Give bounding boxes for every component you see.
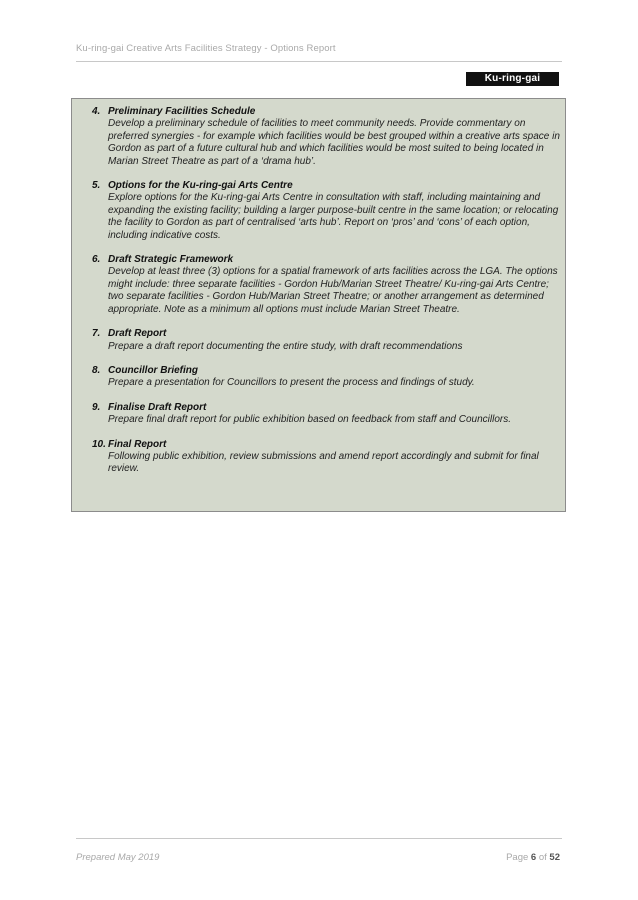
page-number <box>506 852 560 863</box>
item-title: Options for the Ku-ring-gai Arts Centre <box>108 180 293 192</box>
list-item <box>92 254 562 316</box>
item-number: 10. <box>92 438 106 450</box>
item-description: Develop a preliminary schedule of facilities to meet community needs. Provide commentary on preferred synergies - for example which facilities would be best grouped within a creative arts space in Gordon as part of a future cultural hub and which facilities would be most suited to being located in Marian Street Theatre as part of a ‘drama hub’. <box>108 118 560 167</box>
item-description: Prepare a presentation for Councillors to present the process and findings of study. <box>108 377 475 389</box>
item-number: 4. <box>92 106 101 117</box>
list-item <box>92 328 562 353</box>
list-item <box>92 180 562 242</box>
page-of: of <box>538 852 547 863</box>
page-prefix: Page <box>506 852 529 863</box>
list-item <box>92 402 562 427</box>
list-item <box>92 106 562 168</box>
page-total: 52 <box>549 852 560 863</box>
item-title: Preliminary Facilities Schedule <box>108 106 256 117</box>
item-description: Prepare a draft report documenting the entire study, with draft recommendations <box>108 340 463 352</box>
item-title: Finalise Draft Report <box>108 401 207 413</box>
item-description: Prepare final draft report for public exhibition based on feedback from staff and Councillors. <box>108 414 511 426</box>
item-title: Draft Strategic Framework <box>108 254 234 266</box>
footer-prepared-date: Prepared May 2019 <box>76 852 160 863</box>
item-description: Following public exhibition, review submissions and amend report accordingly and submit for final review. <box>108 450 539 475</box>
item-title: Draft Report <box>108 328 167 340</box>
item-number: 9. <box>92 401 101 413</box>
footer-divider <box>76 838 562 839</box>
task-list-box <box>71 98 566 512</box>
item-number: 5. <box>92 180 101 192</box>
task-list <box>92 106 562 488</box>
page-current: 6 <box>530 852 537 863</box>
item-number: 8. <box>92 364 101 376</box>
council-logo: Ku-ring-gai Council <box>466 72 559 86</box>
list-item <box>92 365 562 390</box>
header-divider <box>76 61 562 62</box>
header-document-title: Ku-ring-gai Creative Arts Facilities Strategy - Options Report <box>76 43 336 54</box>
list-item <box>92 439 562 476</box>
item-description: Develop at least three (3) options for a spatial framework of arts facilities across the LGA. The options might include: three separate facilities - Gordon Hub/Marian Street Theatre/ Ku-ring-gai Arts Centre; two separate facilities - Gordon Hub/Marian Street Theatre; or another arrangement as determined appropriate. Note as a minimum all options must include Marian Street Theatre. <box>108 266 558 315</box>
item-number: 7. <box>92 328 101 340</box>
item-number: 6. <box>92 254 101 266</box>
item-title: Final Report <box>108 438 167 450</box>
item-description: Explore options for the Ku-ring-gai Arts Centre in consultation with staff, including maintaining and expanding the existing facility; building a larger purpose-built centre in the same location; or relocating the facility to Gordon as part of centralised ‘arts hub’. Report on ‘pros’ and ‘cons’ of each option, including indicative costs. <box>108 192 559 241</box>
item-title: Councillor Briefing <box>108 364 198 376</box>
